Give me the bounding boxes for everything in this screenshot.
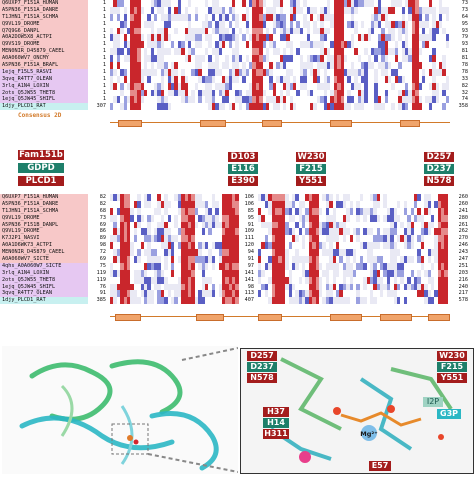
- seq-name: Q9VL19_DROME: [0, 215, 88, 222]
- mid-number: 120: [244, 242, 254, 249]
- alignment-row: [110, 55, 450, 62]
- end-number: 79: [461, 34, 468, 41]
- beta-strand-arrow: [118, 120, 142, 127]
- end-number: 216: [458, 276, 468, 283]
- protein-ribbon-drawing: [2, 346, 238, 474]
- label-w230: W230: [297, 152, 325, 162]
- start-number: 1: [102, 62, 106, 69]
- mid-number: 85: [247, 207, 254, 214]
- alignment-row: [258, 228, 450, 235]
- start-number: 119: [96, 269, 106, 276]
- end-number: 260: [458, 194, 468, 200]
- tag-e57: E57: [369, 461, 391, 471]
- end-number: 240: [458, 283, 468, 290]
- block2-sequence-names: [0, 194, 88, 304]
- seq-name: MEN0NIR_D45879_CAEEL: [0, 48, 88, 55]
- start-number: 82: [99, 200, 106, 207]
- alignment-row: [258, 277, 450, 284]
- tag-y551: Y551: [437, 373, 467, 383]
- start-number: 119: [96, 276, 106, 283]
- label-mg-ion: Mg²⁺: [360, 430, 378, 438]
- seq-name: 4qhs_A0A060W7_SICTE: [0, 263, 88, 270]
- end-number: 247: [458, 256, 468, 263]
- end-number: 270: [458, 235, 468, 242]
- alignment-row: [110, 76, 450, 83]
- seq-name: Q9VL19_DROME: [0, 21, 88, 28]
- alignment-row: [110, 270, 240, 277]
- alignment-row: [110, 41, 450, 48]
- mid-number: 98: [247, 283, 254, 290]
- end-number: 358: [458, 103, 468, 110]
- end-number: 246: [458, 242, 468, 249]
- seq-name: A5PN36_F151A_DANRE: [0, 7, 88, 14]
- alignment-row: [258, 297, 450, 304]
- panel-b-structure: [0, 346, 474, 474]
- alignment-row: [110, 284, 240, 291]
- beta-strand-arrow: [200, 120, 226, 127]
- alignment-row: [110, 208, 240, 215]
- label-plcd1: PLCD1: [18, 176, 64, 186]
- alignment-row: [258, 235, 450, 242]
- alignment-row: [110, 69, 450, 76]
- beta-strand-arrow: [115, 314, 141, 321]
- block1-sequence-names: [0, 0, 88, 110]
- seq-name: MEN0NIR_D45879_CAEEL: [0, 249, 88, 256]
- end-number: 81: [461, 55, 468, 62]
- alignment-row: [110, 14, 450, 21]
- start-number: 1: [102, 0, 106, 6]
- alignment-row: [258, 222, 450, 229]
- start-number: 75: [99, 262, 106, 269]
- alignment-row: [110, 277, 240, 284]
- block2-alignment-right: [258, 194, 450, 304]
- end-number: 78: [461, 62, 468, 69]
- start-number: 82: [99, 194, 106, 200]
- seq-name: 3qvq_R4TT7_OLEAN: [0, 290, 88, 297]
- alignment-row: [110, 0, 450, 7]
- tag-h311: H311: [264, 429, 288, 438]
- seq-name: 2ots_Q5JW55_THET8: [0, 277, 88, 284]
- seq-name: 3rlq_A1N4_LOXIN: [0, 83, 88, 90]
- label-n578: N578: [424, 176, 454, 186]
- mid-number: 91: [247, 221, 254, 228]
- start-number: 1: [102, 82, 106, 89]
- tag-n578: N578: [247, 373, 277, 383]
- seq-name: T1JHN1_F151A_SCHMA: [0, 14, 88, 21]
- start-number: 1: [102, 48, 106, 55]
- end-number: 73: [461, 0, 468, 6]
- alignment-row: [110, 263, 240, 270]
- end-number: 251: [458, 262, 468, 269]
- start-number: 385: [96, 297, 106, 304]
- seq-name: A0A2DOW5X8_ACTPI: [0, 34, 88, 41]
- label-d103: D103: [228, 152, 258, 162]
- seq-name: 1ejq_Q5JW45_SHIFL: [0, 96, 88, 103]
- seq-name: 3qvq_R4TT7_OLEAN: [0, 76, 88, 83]
- alignment-row: [110, 96, 450, 103]
- block2-alignment-left: [110, 194, 240, 304]
- end-number: 81: [461, 48, 468, 55]
- label-i2p: I2P: [423, 397, 443, 407]
- seq-name: Q9VS19_DROME: [0, 41, 88, 48]
- start-number: 1: [102, 55, 106, 62]
- seq-name: Q9VL19_DROME: [0, 228, 88, 235]
- consensus-label: Consensus 2D: [18, 112, 62, 119]
- start-number: 89: [99, 235, 106, 242]
- label-gdpd: GDPD: [18, 163, 64, 173]
- start-number: 1: [102, 27, 106, 34]
- alignment-row: [110, 290, 240, 297]
- tag-d237: D237: [247, 362, 277, 372]
- end-number: 262: [458, 228, 468, 235]
- tag-h37: H37: [263, 407, 289, 417]
- block1-alignment-columns: [110, 0, 450, 110]
- start-number: 76: [99, 283, 106, 290]
- label-e390: E390: [228, 176, 258, 186]
- alignment-row: [110, 83, 450, 90]
- seq-name: A0A060WV7_SICTE: [0, 256, 88, 263]
- alignment-row: [258, 290, 450, 297]
- seq-name: A0A1D6WK73_ACTPI: [0, 242, 88, 249]
- seq-name: 1ejq_Q5JW45_SHIFL: [0, 284, 88, 291]
- mid-number: 106: [244, 200, 254, 207]
- end-number: 578: [458, 297, 468, 304]
- end-number: 95: [461, 20, 468, 27]
- beta-strand-arrow: [196, 314, 224, 321]
- block1-end-numbers: [452, 0, 468, 110]
- alignment-row: [110, 215, 240, 222]
- tag-d257: D257: [247, 351, 277, 361]
- start-number: 86: [99, 228, 106, 235]
- start-number: 1: [102, 20, 106, 27]
- seq-name: 1djy_PLCD1_RAT: [0, 297, 88, 304]
- end-number: 78: [461, 68, 468, 75]
- alignment-row: [258, 242, 450, 249]
- end-number: 73: [461, 6, 468, 13]
- alignment-row: [110, 21, 450, 28]
- alignment-row: [258, 249, 450, 256]
- seq-name: Q6UXP7_F151A_HUMAN: [0, 194, 88, 201]
- label-d257: D257: [424, 152, 454, 162]
- active-site-zoom: [240, 348, 474, 474]
- block2-mid-numbers: [240, 194, 254, 304]
- alignment-row: [258, 201, 450, 208]
- alignment-row: [110, 228, 240, 235]
- alignment-row: [110, 235, 240, 242]
- seq-name: K7J2P1_NASVI: [0, 235, 88, 242]
- beta-strand-arrow: [262, 120, 282, 127]
- block1-start-numbers: [90, 0, 106, 110]
- start-number: 1: [102, 34, 106, 41]
- block2-start-numbers: [90, 194, 106, 304]
- alignment-row: [110, 48, 450, 55]
- alignment-row: [110, 90, 450, 97]
- end-number: 82: [461, 82, 468, 89]
- alignment-row: [258, 270, 450, 277]
- seq-name: 2ots_Q5JW55_THET8: [0, 90, 88, 97]
- label-g3p: G3P: [437, 409, 461, 419]
- alignment-row: [110, 194, 240, 201]
- end-number: 32: [461, 89, 468, 96]
- seq-name: 1djy_PLCD1_RAT: [0, 103, 88, 110]
- seq-name: A0A060WV7_ONCMY: [0, 55, 88, 62]
- alignment-row: [258, 215, 450, 222]
- end-number: 93: [461, 41, 468, 48]
- start-number: 1: [102, 89, 106, 96]
- end-number: 74: [461, 96, 468, 103]
- seq-name: T1JHN1_F151A_SCHMA: [0, 208, 88, 215]
- start-number: 1: [102, 6, 106, 13]
- alignment-row: [110, 201, 240, 208]
- tag-h14: H14: [263, 418, 289, 428]
- alignment-row: [110, 62, 450, 69]
- seq-name: Q6UXP7_F151A_HUMAN: [0, 0, 88, 7]
- beta-strand-arrow: [400, 120, 420, 127]
- end-number: 203: [458, 269, 468, 276]
- seq-name: A5PN36_F151A_DANRE: [0, 201, 88, 208]
- start-number: 1: [102, 96, 106, 103]
- seq-name: 3rlq_A1N4_LOXIN: [0, 270, 88, 277]
- start-number: 1: [102, 13, 106, 20]
- block2-end-numbers: [452, 194, 468, 304]
- start-number: 72: [99, 249, 106, 256]
- alignment-row: [258, 263, 450, 270]
- start-number: 73: [99, 214, 106, 221]
- tag-f215: F215: [437, 362, 467, 372]
- mid-number: 91: [247, 256, 254, 263]
- start-number: 307: [96, 103, 106, 110]
- mid-number: 141: [244, 269, 254, 276]
- start-number: 1: [102, 41, 106, 48]
- alignment-row: [110, 28, 450, 35]
- alignment-row: [110, 242, 240, 249]
- alignment-row: [258, 208, 450, 215]
- label-d237: D237: [424, 164, 454, 174]
- mid-number: 97: [247, 262, 254, 269]
- end-number: 93: [461, 27, 468, 34]
- start-number: 68: [99, 207, 106, 214]
- alignment-row: [258, 284, 450, 291]
- start-number: 91: [99, 290, 106, 297]
- beta-strand-arrow: [258, 314, 282, 321]
- start-number: 69: [99, 256, 106, 263]
- alignment-row: [258, 256, 450, 263]
- mid-number: 111: [244, 235, 254, 242]
- seq-name: 1ejq_F15L5_RASVI: [0, 69, 88, 76]
- end-number: 64: [461, 13, 468, 20]
- alignment-row: [258, 194, 450, 201]
- seq-name: A5PN36_F151A_BRAFL: [0, 62, 88, 69]
- label-f215: F215: [296, 164, 326, 174]
- mid-number: 113: [244, 290, 254, 297]
- end-number: 260: [458, 200, 468, 207]
- alignment-row: [110, 256, 240, 263]
- alignment-row: [110, 297, 240, 304]
- mid-number: 407: [244, 297, 254, 304]
- end-number: 280: [458, 214, 468, 221]
- beta-strand-arrow: [330, 120, 352, 127]
- beta-strand-arrow: [330, 314, 362, 321]
- alignment-row: [110, 222, 240, 229]
- mid-number: 94: [247, 249, 254, 256]
- end-number: 217: [458, 290, 468, 297]
- end-number: 261: [458, 221, 468, 228]
- start-number: 69: [99, 221, 106, 228]
- label-e116: E116: [228, 164, 258, 174]
- alignment-row: [110, 249, 240, 256]
- protein-cartoon-overview: [2, 346, 238, 474]
- seq-name: A5PN36_F151B_DANPL: [0, 222, 88, 229]
- mid-number: 109: [244, 228, 254, 235]
- mid-number: 95: [247, 214, 254, 221]
- label-y551: Y551: [296, 176, 326, 186]
- beta-strand-arrow: [428, 314, 450, 321]
- alignment-row: [110, 7, 450, 14]
- tag-w230: W230: [437, 351, 467, 361]
- end-number: 241: [458, 207, 468, 214]
- alignment-row: [110, 34, 450, 41]
- beta-strand-arrow: [380, 314, 412, 321]
- start-number: 1: [102, 68, 106, 75]
- start-number: 1: [102, 75, 106, 82]
- mid-number: 106: [244, 194, 254, 200]
- alignment-row: [110, 103, 450, 110]
- seq-name: Q7Q9G6_DANPL: [0, 28, 88, 35]
- start-number: 98: [99, 242, 106, 249]
- mid-number: 141: [244, 276, 254, 283]
- end-number: 243: [458, 249, 468, 256]
- end-number: 33: [461, 75, 468, 82]
- label-fam151b: Fam151b: [19, 150, 63, 160]
